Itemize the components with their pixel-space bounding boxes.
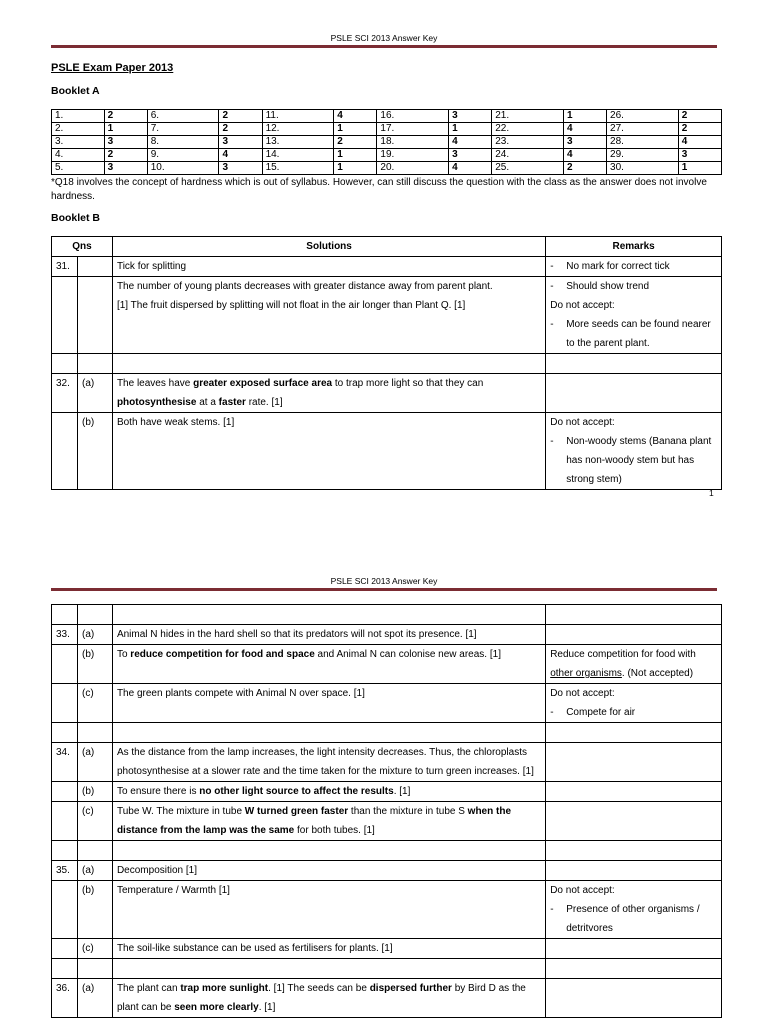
question-number: 25. <box>492 162 564 175</box>
q35-rem-b1: Do not accept: <box>550 885 615 896</box>
answer-value: 2 <box>104 110 147 123</box>
answer-value: 2 <box>678 110 721 123</box>
answer-value: 3 <box>449 110 492 123</box>
question-number: 10. <box>147 162 219 175</box>
question-number: 28. <box>607 136 679 149</box>
answer-value: 4 <box>334 110 377 123</box>
question-number: 2. <box>52 123 105 136</box>
answer-value: 1 <box>678 162 721 175</box>
question-number: 23. <box>492 136 564 149</box>
q34-a: (a) <box>77 743 112 782</box>
q34-sol-a: As the distance from the lamp increases, the light intensity decreases. Thus, the chloroplasts photosynthesise at a slower rate and the time taken for the mixture to turn green increases. [1] <box>112 743 545 782</box>
answer-value: 3 <box>104 162 147 175</box>
answer-value: 1 <box>563 110 606 123</box>
answer-value: 1 <box>334 162 377 175</box>
question-number: 5. <box>52 162 105 175</box>
answer-value: 1 <box>449 123 492 136</box>
answer-value: 1 <box>334 123 377 136</box>
question-number: 4. <box>52 149 105 162</box>
q33-rem-c2: Compete for air <box>566 707 636 718</box>
answer-value: 4 <box>678 136 721 149</box>
answer-row <box>52 136 722 149</box>
answer-value: 4 <box>219 149 262 162</box>
q35-c: (c) <box>77 939 112 959</box>
answer-value: 2 <box>678 123 721 136</box>
q36-sol-a: The plant can trap more sunlight. [1] The seeds can be dispersed further by Bird D as the plant can be seen more clearly. [1] <box>112 979 545 1018</box>
answer-value: 4 <box>449 162 492 175</box>
page2-table: 33. (a) Animal N hides in the hard shell so that its predators will not spot its presence. [1] (b) To reduce competition for food and space and Animal N can colonise new areas. [1] Reduce competition for food with other organisms. (Not accepted) (c) The green plants compete with Animal N over space. [1] Do not accept: - Compete for air 34. (a) As the distance from the lamp increases, the light intensity decreases. Thus, the chloroplasts photosynthesise at a slower rate and the time taken for the mixture to turn green increases. [1] (b) To ensure there is no other light source to affect the results. [1] (c) Tube W. The mixture in tube W turned green faster than the mixture in tube S when the distance from the lamp was the same for both tubes. [1] 35. (a) Decomposition [1] (b) Temperature / Warmth [1] Do not accept: - Presence of other organisms / detritvores (c) The soil-like substance can be used as fertilisers for plants. [1] 36. (a) The plant can trap more sunlight. [1] The seeds can be dispersed further by Bird D as the plant can be seen more clearly. [1] <box>51 604 722 1018</box>
q31-rem2a: Should show trend <box>566 281 650 292</box>
question-number: 21. <box>492 110 564 123</box>
q33-sol-c: The green plants compete with Animal N over space. [1] <box>112 684 545 723</box>
question-number: 7. <box>147 123 219 136</box>
question-number: 26. <box>607 110 679 123</box>
q34-num: 34. <box>52 743 78 782</box>
answer-value: 3 <box>219 136 262 149</box>
q34-sol-c: Tube W. The mixture in tube W turned green faster than the mixture in tube S when the distance from the lamp was the same for both tubes. [1] <box>112 802 545 841</box>
q35-sol-c: The soil-like substance can be used as fertilisers for plants. [1] <box>112 939 545 959</box>
question-number: 30. <box>607 162 679 175</box>
q33-sol-b: To reduce competition for food and space and Animal N can colonise new areas. [1] <box>112 645 545 684</box>
col-remarks: Remarks <box>546 237 722 257</box>
answer-value: 2 <box>219 123 262 136</box>
question-number: 29. <box>607 149 679 162</box>
q35-a: (a) <box>77 861 112 881</box>
answer-value: 4 <box>563 123 606 136</box>
q35-rem-b2: Presence of other organisms / detritvores <box>566 904 700 934</box>
q33-num: 33. <box>52 625 78 645</box>
page2-header-rule <box>51 588 717 591</box>
booklet-a-heading: Booklet A <box>51 85 100 97</box>
q33-a: (a) <box>77 625 112 645</box>
question-number: 20. <box>377 162 449 175</box>
q32-b: (b) <box>77 413 112 490</box>
question-number: 13. <box>262 136 334 149</box>
answer-value: 3 <box>678 149 721 162</box>
answer-value: 3 <box>104 136 147 149</box>
page-title: PSLE Exam Paper 2013 <box>51 62 174 74</box>
question-number: 3. <box>52 136 105 149</box>
question-number: 24. <box>492 149 564 162</box>
q31-rem1: No mark for correct tick <box>566 261 670 272</box>
answer-value: 1 <box>334 149 377 162</box>
question-number: 27. <box>607 123 679 136</box>
page-number: 1 <box>709 488 714 498</box>
q31-sol2a: The number of young plants decreases with greater distance away from parent plant. <box>116 281 493 292</box>
answer-value: 2 <box>334 136 377 149</box>
q31-rem2c: More seeds can be found nearer to the parent plant. <box>566 319 711 349</box>
q35-num: 35. <box>52 861 78 881</box>
question-number: 9. <box>147 149 219 162</box>
q32-a: (a) <box>77 374 112 413</box>
booklet-b-table: Qns Solutions Remarks 31. Tick for splitting - No mark for correct tick The number of young plants decreases with greater distance away from parent plant. [1] The fruit dispersed by splitting will not float in the air longer than Plant Q. [1] - Should show trend Do not accept: - More seeds can be found nearer to the parent plant. 32. (a) The leaves have greater exposed surface area to trap more light so that they can photosynthesise at a faster rate. [1] (b) Both have weak stems. [1] Do not accept: - Non-woody stems (Banana plant has non-woody stem but has strong stem) <box>51 236 722 490</box>
q18-note: *Q18 involves the concept of hardness which is out of syllabus. However, can still discuss the question with the class as the answer does not involve hardness. <box>51 177 707 202</box>
q32-rem-b1: Do not accept: <box>550 417 615 428</box>
q35-sol-b: Temperature / Warmth [1] <box>112 881 545 939</box>
question-number: 22. <box>492 123 564 136</box>
q32-num: 32. <box>52 374 78 413</box>
page2-header: PSLE SCI 2013 Answer Key <box>330 576 438 586</box>
question-number: 8. <box>147 136 219 149</box>
q31-rem2b: Do not accept: <box>550 300 615 311</box>
question-number: 15. <box>262 162 334 175</box>
q34-b: (b) <box>77 782 112 802</box>
q32-rem-b2: Non-woody stems (Banana plant has non-woody stem but has strong stem) <box>566 436 712 485</box>
question-number: 14. <box>262 149 334 162</box>
q35-b: (b) <box>77 881 112 939</box>
q33-sol-a: Animal N hides in the hard shell so that its predators will not spot its presence. [1] <box>112 625 545 645</box>
page-header: PSLE SCI 2013 Answer Key <box>330 33 438 43</box>
question-number: 12. <box>262 123 334 136</box>
answer-value: 3 <box>219 162 262 175</box>
answer-row <box>52 149 722 162</box>
question-number: 18. <box>377 136 449 149</box>
answer-value: 2 <box>104 149 147 162</box>
q34-sol-b: To ensure there is no other light source to affect the results. [1] <box>112 782 545 802</box>
question-number: 16. <box>377 110 449 123</box>
col-solutions: Solutions <box>112 237 545 257</box>
booklet-b-heading: Booklet B <box>51 212 101 224</box>
answer-row <box>52 123 722 136</box>
question-number: 6. <box>147 110 219 123</box>
answer-value: 3 <box>449 149 492 162</box>
header-rule <box>51 45 717 48</box>
q32-sol-b: Both have weak stems. [1] <box>112 413 545 490</box>
answer-value: 3 <box>563 136 606 149</box>
q31-sol2b: [1] The fruit dispersed by splitting will not float in the air longer than Plant Q. [1] <box>116 300 466 311</box>
col-qns: Qns <box>52 237 113 257</box>
q33-rem-b: Reduce competition for food with other organisms. (Not accepted) <box>546 645 722 684</box>
q33-rem-c1: Do not accept: <box>550 688 615 699</box>
q33-c: (c) <box>77 684 112 723</box>
q36-a: (a) <box>77 979 112 1018</box>
q35-sol-a: Decomposition [1] <box>112 861 545 881</box>
q32-sol-a: The leaves have greater exposed surface area to trap more light so that they can photosynthesise at a faster rate. [1] <box>112 374 545 413</box>
answer-row <box>52 162 722 175</box>
q33-b: (b) <box>77 645 112 684</box>
question-number: 19. <box>377 149 449 162</box>
q34-c: (c) <box>77 802 112 841</box>
answer-value: 2 <box>219 110 262 123</box>
answer-row <box>52 110 722 123</box>
q36-num: 36. <box>52 979 78 1018</box>
answer-value: 1 <box>104 123 147 136</box>
answer-value: 2 <box>563 162 606 175</box>
question-number: 1. <box>52 110 105 123</box>
question-number: 17. <box>377 123 449 136</box>
question-number: 11. <box>262 110 334 123</box>
answer-value: 4 <box>449 136 492 149</box>
answer-value: 4 <box>563 149 606 162</box>
booklet-a-table <box>51 109 722 175</box>
q31-sol1: Tick for splitting <box>112 257 545 277</box>
q31-num: 31. <box>52 257 78 277</box>
